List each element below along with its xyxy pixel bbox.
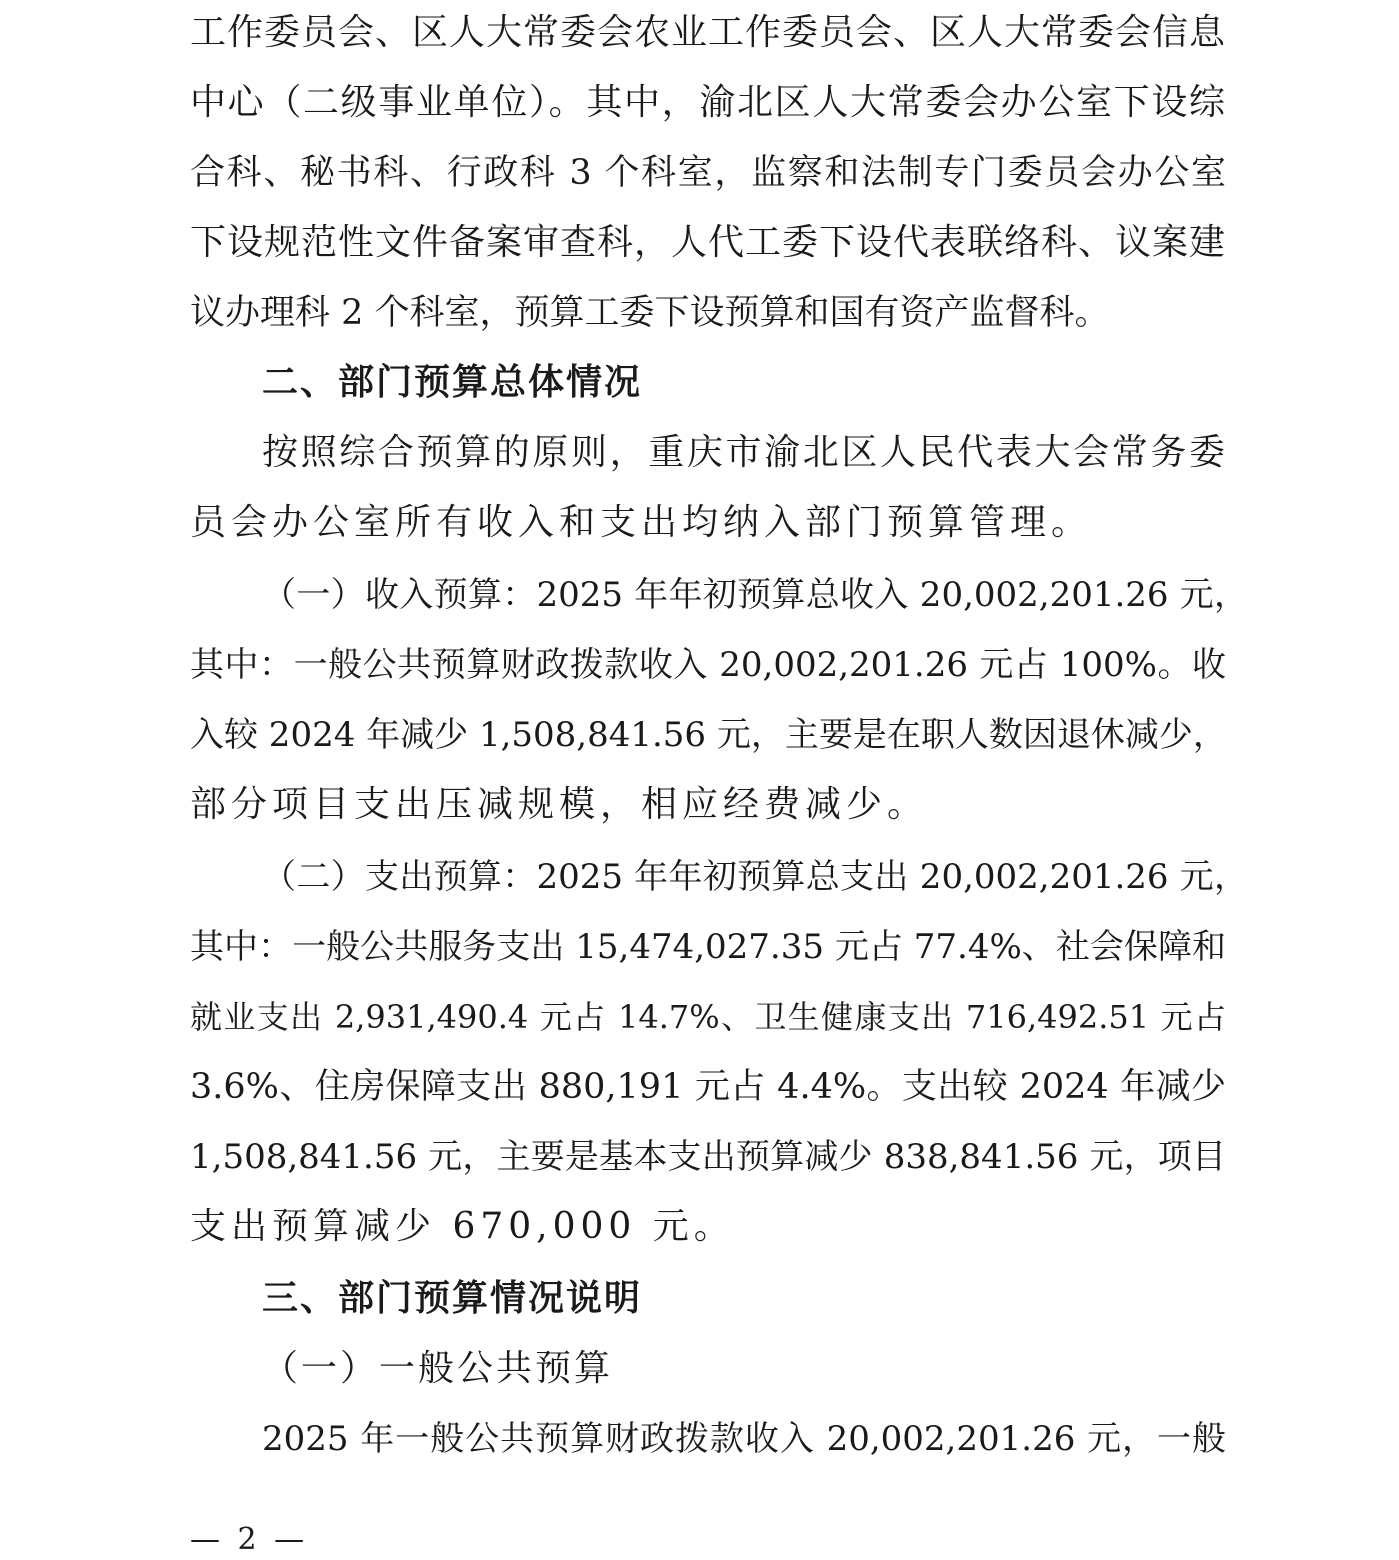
body-text-line: 其中：一般公共服务支出 15,474,027.35 元占 77.4%、社会保障和 <box>190 927 1226 967</box>
body-text-line: 员会办公室所有收入和支出均纳入部门预算管理。 <box>190 502 1093 543</box>
body-text-line: 工作委员会、区人大常委会农业工作委员会、区人大常委会信息 <box>190 12 1227 53</box>
subsection-heading: （一）一般公共预算 <box>262 1348 614 1389</box>
section-heading: 三、部门预算情况说明 <box>262 1278 643 1319</box>
body-text-line: 部分项目支出压减规模，相应经费减少。 <box>190 784 929 825</box>
body-text-line: 按照综合预算的原则，重庆市渝北区人民代表大会常务委 <box>262 432 1226 473</box>
body-text-line: 议办理科 2 个科室，预算工委下设预算和国有资产监督科。 <box>190 293 1110 333</box>
page-number: — 2 — <box>190 1522 309 1557</box>
body-text-line: 入较 2024 年减少 1,508,841.56 元，主要是在职人数因退休减少， <box>190 715 1227 755</box>
body-text-line: 1,508,841.56 元，主要是基本支出预算减少 838,841.56 元，项目 <box>190 1137 1226 1177</box>
body-text-line: （一）收入预算：2025 年年初预算总收入 20,002,201.26 元， <box>262 575 1248 615</box>
body-text-line: 下设规范性文件备案审查科，人代工委下设代表联络科、议案建 <box>190 222 1227 263</box>
body-text-line: 其中：一般公共预算财政拨款收入 20,002,201.26 元占 100%。收 <box>190 645 1226 685</box>
body-text-line: 就业支出 2,931,490.4 元占 14.7%、卫生健康支出 716,492.51 元占 <box>190 998 1226 1036</box>
body-text-line: 3.6%、住房保障支出 880,191 元占 4.4%。支出较 2024 年减少 <box>190 1067 1226 1107</box>
body-text-line: 中心（二级事业单位）。其中，渝北区人大常委会办公室下设综 <box>190 82 1226 123</box>
section-heading: 二、部门预算总体情况 <box>262 362 643 403</box>
body-text-line: 2025 年一般公共预算财政拨款收入 20,002,201.26 元，一般 <box>262 1419 1226 1459</box>
body-text-line: 合科、秘书科、行政科 3 个科室，监察和法制专门委员会办公室 <box>190 153 1226 193</box>
body-text-line: 支出预算减少 670,000 元。 <box>190 1206 735 1247</box>
body-text-line: （二）支出预算：2025 年年初预算总支出 20,002,201.26 元， <box>262 857 1248 897</box>
